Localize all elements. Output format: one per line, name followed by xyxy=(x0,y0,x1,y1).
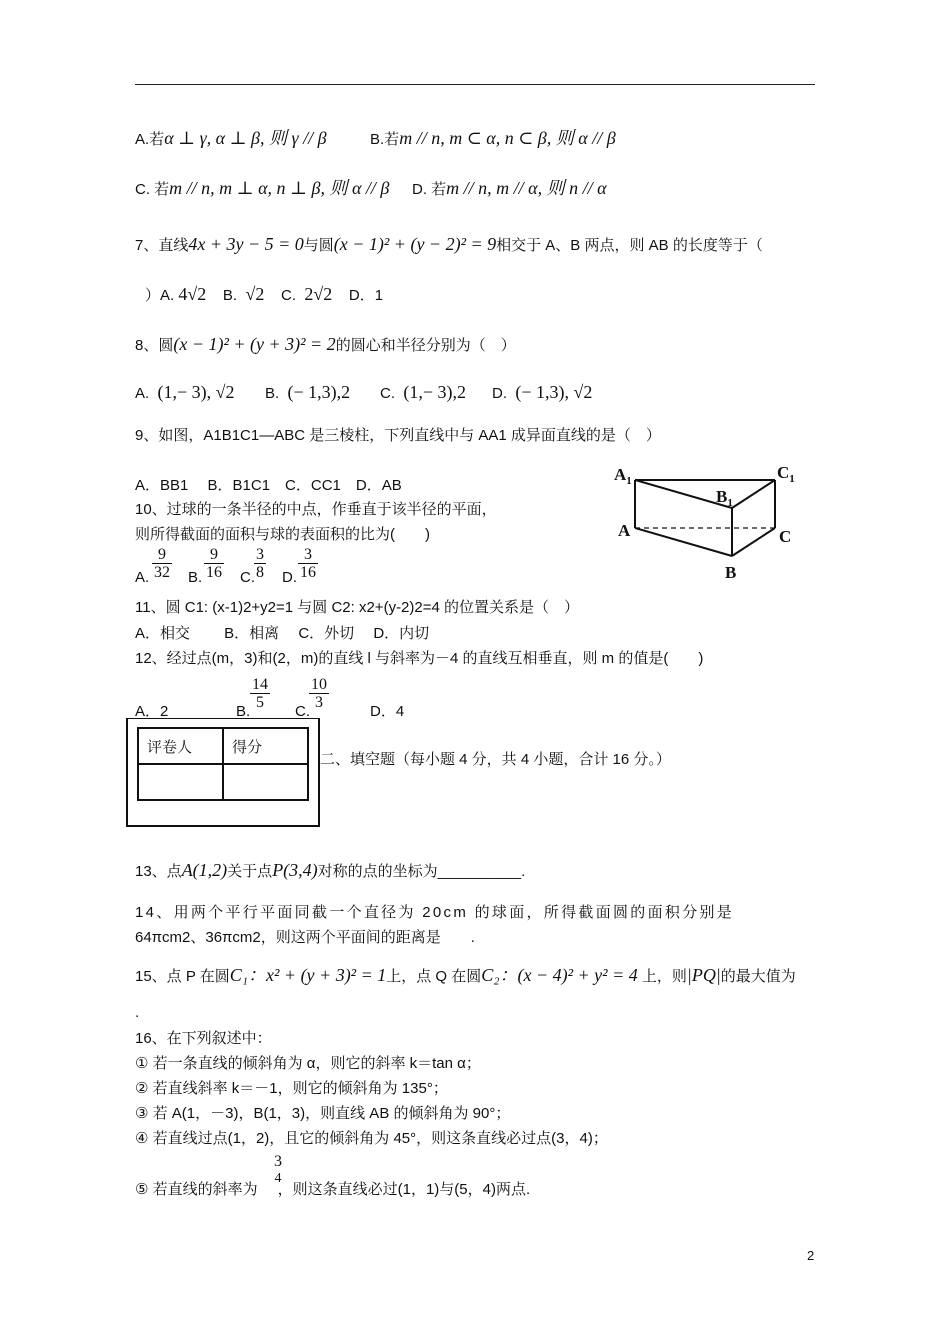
section2-title: 二、填空题（每小题 4 分，共 4 小题，合计 16 分。） xyxy=(320,751,671,768)
q6-optB-math: m // n, m ⊂ α, n ⊂ β, 则 α // β xyxy=(399,128,616,148)
score-cell[interactable] xyxy=(223,764,308,800)
q8-optC xyxy=(380,382,466,404)
q6-optC xyxy=(135,178,389,200)
q8-options xyxy=(135,382,235,404)
q7-optB: √2 xyxy=(245,284,265,304)
q7-optC-label: C. xyxy=(281,287,297,304)
q14-line1: 14、用两个平行平面同截一个直径为 20cm 的球面，所得截面圆的面积分别是 xyxy=(135,904,735,921)
q8-circle-eq: (x − 1)² + (y + 3)² = 2 xyxy=(173,334,336,354)
q16-item5-suffix: ，则这条直线必过(1，1)与(5，4)两点. xyxy=(277,1181,531,1198)
q7-optC: 2√2 xyxy=(304,284,333,304)
label-B1: $B_1$ xyxy=(716,487,733,509)
q7-optB-label: B. xyxy=(222,287,238,304)
q15-pq: |PQ| xyxy=(686,965,721,985)
q7-optA: 4√2 xyxy=(178,284,207,304)
score-box xyxy=(126,718,320,827)
q6-optD xyxy=(412,178,607,200)
q6-optA-math: α ⊥ γ, α ⊥ β, 则 γ // β xyxy=(164,128,327,148)
q13-stem xyxy=(135,860,525,882)
q7-optD: D．1 xyxy=(348,287,384,304)
q7-stem xyxy=(135,234,763,256)
q16-item-1: ① 若一条直线的倾斜角为 α，则它的斜率 k＝tan α； xyxy=(135,1055,481,1072)
q15-line2: . xyxy=(135,1004,140,1021)
q12-optC-frac: $\frac{10}{3}$ xyxy=(311,676,327,711)
q15-c2-eq: ：(x − 4)² + y² = 4 xyxy=(499,965,638,985)
q15-c1: C₁ xyxy=(229,965,249,985)
q12-optB-frac: $\frac{14}{5}$ xyxy=(252,676,268,711)
q13-pointP: P(3,4) xyxy=(272,860,318,880)
q8-stem xyxy=(135,334,516,356)
q8-prefix: 8、圆 xyxy=(135,337,174,354)
q6-optB-label: B.若 xyxy=(370,131,400,148)
q12-stem: 12、经过点(m，3)和(2，m)的直线 l 与斜率为－4 的直线互相垂直，则 m 的值是( ) xyxy=(135,650,704,667)
q15-mid: 上，点 Q 在圆 xyxy=(386,968,482,985)
q6-optD-label: D. 若 xyxy=(412,181,447,198)
q15-prefix: 15、点 P 在圆 xyxy=(135,968,230,985)
q8-optB-label: B. xyxy=(265,385,280,402)
q8-optC-val: (1,− 3),2 xyxy=(403,382,466,402)
q13-mid: 关于点 xyxy=(227,863,273,880)
q11-options: A．相交 B．相离 C．外切 D．内切 xyxy=(135,625,430,642)
reviewer-cell[interactable] xyxy=(138,764,223,800)
q16-item-4: ④ 若直线过点(1，2)，且它的倾斜角为 45°，则这条直线必过点(3，4)； xyxy=(135,1130,608,1147)
q16-item5-prefix: ⑤ 若直线的斜率为 xyxy=(135,1181,258,1198)
edge-B1-C1 xyxy=(732,480,775,508)
q6-optA-label: A.若 xyxy=(135,131,165,148)
q16-item-2: ② 若直线斜率 k＝－1，则它的倾斜角为 135°； xyxy=(135,1080,448,1097)
q8-suffix: 的圆心和半径分别为（ ） xyxy=(335,337,516,354)
header-rule xyxy=(135,84,815,85)
q12-optD: D．4 xyxy=(370,703,405,720)
q8-optA-label: A. xyxy=(135,385,150,402)
q7-suffix: 相交于 A、B 两点，则 AB 的长度等于（ xyxy=(496,237,763,254)
q6-optC-label: C. 若 xyxy=(135,181,170,198)
q10-optC-frac: $\frac{3}{8}$ xyxy=(256,546,264,581)
q8-optB xyxy=(265,382,350,404)
q7-opts-prefix: ）A. xyxy=(145,287,175,304)
q10-optA-frac: $\frac{9}{32}$ xyxy=(154,546,170,581)
q8-optA: (1,− 3), √2 xyxy=(157,382,235,402)
q10-optA-label: A. xyxy=(135,569,150,586)
q8-optB-val: (− 1,3),2 xyxy=(287,382,351,402)
q10-optB-label: B. xyxy=(188,569,203,586)
q15-stem xyxy=(135,965,796,987)
score-header: 得分 xyxy=(223,728,308,764)
q7-options xyxy=(145,284,383,306)
q13-pointA: A(1,2) xyxy=(181,860,228,880)
label-C1: $C_1$ xyxy=(777,463,795,485)
edge-B-C xyxy=(732,528,775,556)
q6-optC-math: m // n, m ⊥ α, n ⊥ β, 则 α // β xyxy=(169,178,390,198)
q10-line2: 则所得截面的面积与球的表面积的比为( ) xyxy=(135,526,430,543)
q16-item5-frac: 3 4 xyxy=(274,1153,282,1186)
q10-optD-label: D. xyxy=(282,569,297,586)
q8-optC-label: C. xyxy=(380,385,395,402)
q13-prefix: 13、点 xyxy=(135,863,182,880)
q15-suffix-b: 的最大值为 xyxy=(720,968,796,985)
q12-optA: A．2 xyxy=(135,703,169,720)
q14-line2: 64πcm2、36πcm2，则这两个平面间的距离是 . xyxy=(135,929,475,946)
q9-options: A．BB1 B．B1C1 C．CC1 D．AB xyxy=(135,477,402,494)
q8-optD-val: (− 1,3), √2 xyxy=(515,382,593,402)
q12-optB-label: B. xyxy=(236,703,251,720)
edge-A-B xyxy=(635,528,732,556)
q8-optD-label: D. xyxy=(492,385,507,402)
q9-stem: 9、如图，A1B1C1—ABC 是三棱柱，下列直线中与 AA1 成异面直线的是（ ） xyxy=(135,427,661,444)
q16-item-3: ③ 若 A(1，－3)，B(1，3)，则直线 AB 的倾斜角为 90°； xyxy=(135,1105,511,1122)
q6-options-row1 xyxy=(135,128,327,150)
q16-item-5 xyxy=(135,1180,530,1200)
q12-optC-label: C. xyxy=(295,703,310,720)
reviewer-header: 评卷人 xyxy=(138,728,223,764)
q7-mid: 与圆 xyxy=(303,237,334,254)
page-number: 2 xyxy=(807,1248,815,1263)
prism-figure xyxy=(610,458,810,588)
q10-optC-label: C. xyxy=(240,569,255,586)
label-C: C xyxy=(779,527,792,546)
q6-optD-math: m // n, m // α, 则 n // α xyxy=(446,178,607,198)
q8-optD xyxy=(492,382,592,404)
q7-line-eq: 4x + 3y − 5 = 0 xyxy=(188,234,304,254)
q10-optB-frac: $\frac{9}{16}$ xyxy=(206,546,222,581)
q7-circle-eq: (x − 1)² + (y − 2)² = 9 xyxy=(333,234,497,254)
q13-suffix: 对称的点的坐标为__________. xyxy=(317,863,526,880)
q16-intro: 16、在下列叙述中： xyxy=(135,1030,272,1047)
label-A1: $A_1$ xyxy=(614,465,632,487)
q7-prefix: 7、直线 xyxy=(135,237,189,254)
q6-optB xyxy=(370,128,616,150)
score-table xyxy=(137,727,309,801)
q15-suffix-a: 上，则 xyxy=(641,968,687,985)
label-B: B xyxy=(725,563,737,582)
q11-stem: 11、圆 C1: (x-1)2+y2=1 与圆 C2: x2+(y-2)2=4 的位置关系是（ ） xyxy=(135,599,580,616)
label-A: A xyxy=(618,521,631,540)
q15-c1-eq: ：x² + (y + 3)² = 1 xyxy=(248,965,387,985)
q10-line1: 10、过球的一条半径的中点，作垂直于该半径的平面， xyxy=(135,501,497,518)
q10-optD-frac: $\frac{3}{16}$ xyxy=(300,546,316,581)
q15-c2: C₂ xyxy=(481,965,500,985)
